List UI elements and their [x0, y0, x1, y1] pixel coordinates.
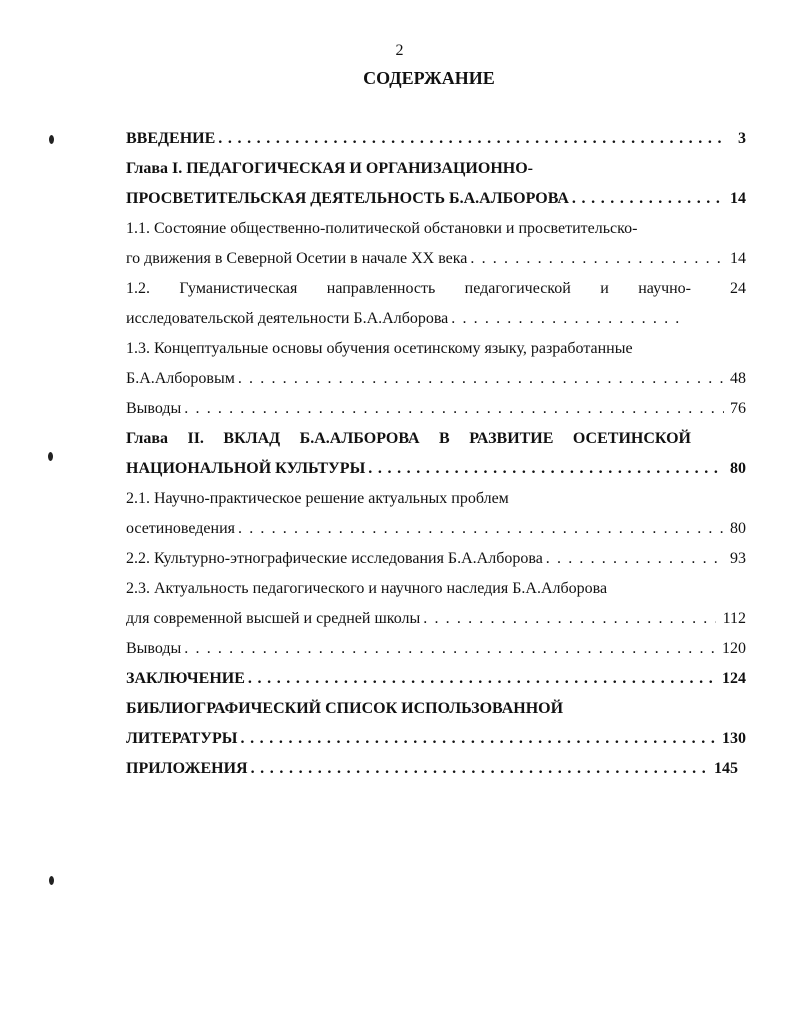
toc-entry-section-2-1	[126, 518, 746, 540]
leader-dots	[237, 728, 716, 750]
leader-dots	[467, 248, 724, 270]
toc-entry-conclusions-1	[126, 398, 746, 420]
toc-entry-label: ПРОСВЕТИТЕЛЬСКАЯ ДЕЯТЕЛЬНОСТЬ Б.А.АЛБОРОВА	[126, 190, 569, 207]
toc-entry-label: го движения в Северной Осетии в начале XX века	[126, 250, 468, 267]
toc-entry-label: ПРИЛОЖЕНИЯ	[126, 760, 248, 777]
toc-entry-conclusions-2	[126, 638, 746, 660]
toc-section-1-2-title	[126, 278, 746, 300]
toc-entry-section-2-2	[126, 548, 746, 570]
toc-entry-page: 112	[722, 610, 746, 627]
toc-entry-label: осетиноведения	[126, 520, 235, 537]
leader-dots	[181, 398, 724, 420]
toc-entry-page: 76	[730, 400, 746, 417]
toc-entry-bibliography	[126, 728, 746, 750]
scan-mark	[49, 135, 54, 144]
toc-section-1-3-title: 1.3. Концептуальные основы обучения осетинскому языку, разработанные	[126, 340, 633, 357]
toc-entry-page: 48	[730, 370, 746, 387]
toc-entry-label: Выводы	[126, 640, 182, 657]
leader-dots	[420, 608, 716, 630]
toc-section-1-1-title: 1.1. Состояние общественно-политической обстановки и просветительско-	[126, 220, 638, 237]
page-title: СОДЕРЖАНИЕ	[363, 68, 495, 88]
toc-entry-label: исследовательской деятельности Б.А.Алборова	[126, 310, 449, 327]
toc-entry-label: 1.2. Гуманистическая направленность педагогической и научно-	[126, 280, 691, 297]
leader-dots	[235, 368, 724, 390]
toc-entry-section-1-3	[126, 368, 746, 390]
leader-dots	[235, 518, 724, 540]
toc-entry-section-1-1	[126, 248, 746, 270]
toc-entry-chapter-1	[126, 188, 746, 210]
toc-entry-section-1-2	[126, 308, 686, 330]
page-number: 2	[395, 42, 404, 59]
toc-section-2-1-title: 2.1. Научно-практическое решение актуальных проблем	[126, 490, 509, 507]
toc-entry-page: 93	[730, 550, 746, 567]
toc-entry-label: ВВЕДЕНИЕ	[126, 130, 216, 147]
toc-entry-label: ЗАКЛЮЧЕНИЕ	[126, 670, 245, 687]
leader-dots	[543, 548, 724, 570]
toc-chapter-1-title: Глава I. ПЕДАГОГИЧЕСКАЯ И ОРГАНИЗАЦИОННО-	[126, 160, 533, 177]
toc-section-2-3-title: 2.3. Актуальность педагогического и научного наследия Б.А.Алборова	[126, 580, 608, 597]
toc-bibliography-title: БИБЛИОГРАФИЧЕСКИЙ СПИСОК ИСПОЛЬЗОВАННОЙ	[126, 700, 564, 717]
toc-chapter-2-title: Глава II. ВКЛАД Б.А.АЛБОРОВА В РАЗВИТИЕ ОСЕТИНСКОЙ	[126, 430, 691, 447]
toc-entry-label: ЛИТЕРАТУРЫ	[126, 730, 238, 747]
leader-dots	[181, 638, 716, 660]
toc-entry-label: Б.А.Алборовым	[126, 370, 235, 387]
leader-dots	[569, 188, 724, 210]
toc-entry-page: 24	[730, 280, 746, 297]
toc-entry-chapter-2	[126, 458, 746, 480]
toc-entry-page: 124	[722, 670, 746, 687]
toc-entry-page: 120	[722, 640, 746, 657]
toc-entry-page: 3	[738, 130, 746, 147]
leader-dots	[365, 458, 724, 480]
toc-entry-label: Выводы	[126, 400, 182, 417]
toc-entry-page: 14	[730, 190, 746, 207]
scan-mark	[49, 876, 54, 885]
leader-dots	[215, 128, 724, 150]
scan-mark	[48, 452, 53, 461]
leader-dots	[245, 668, 716, 690]
leader-dots	[248, 758, 708, 780]
toc-entry-page: 130	[722, 730, 746, 747]
toc-entry-page: 145	[714, 760, 738, 777]
toc-entry-page: 80	[730, 460, 746, 477]
leader-dots	[448, 308, 686, 330]
toc-entry-label: для современной высшей и средней школы	[126, 610, 421, 627]
toc-entry-label: НАЦИОНАЛЬНОЙ КУЛЬТУРЫ	[126, 460, 366, 477]
toc-entry-page: 14	[730, 250, 746, 267]
toc-entry-appendix	[126, 758, 738, 780]
toc-entry-conclusion	[126, 668, 746, 690]
toc-entry-label: 2.2. Культурно-этнографические исследования Б.А.Алборова	[126, 550, 543, 567]
toc-entry-intro	[126, 128, 746, 150]
toc-entry-page: 80	[730, 520, 746, 537]
toc-entry-section-2-3	[126, 608, 746, 630]
